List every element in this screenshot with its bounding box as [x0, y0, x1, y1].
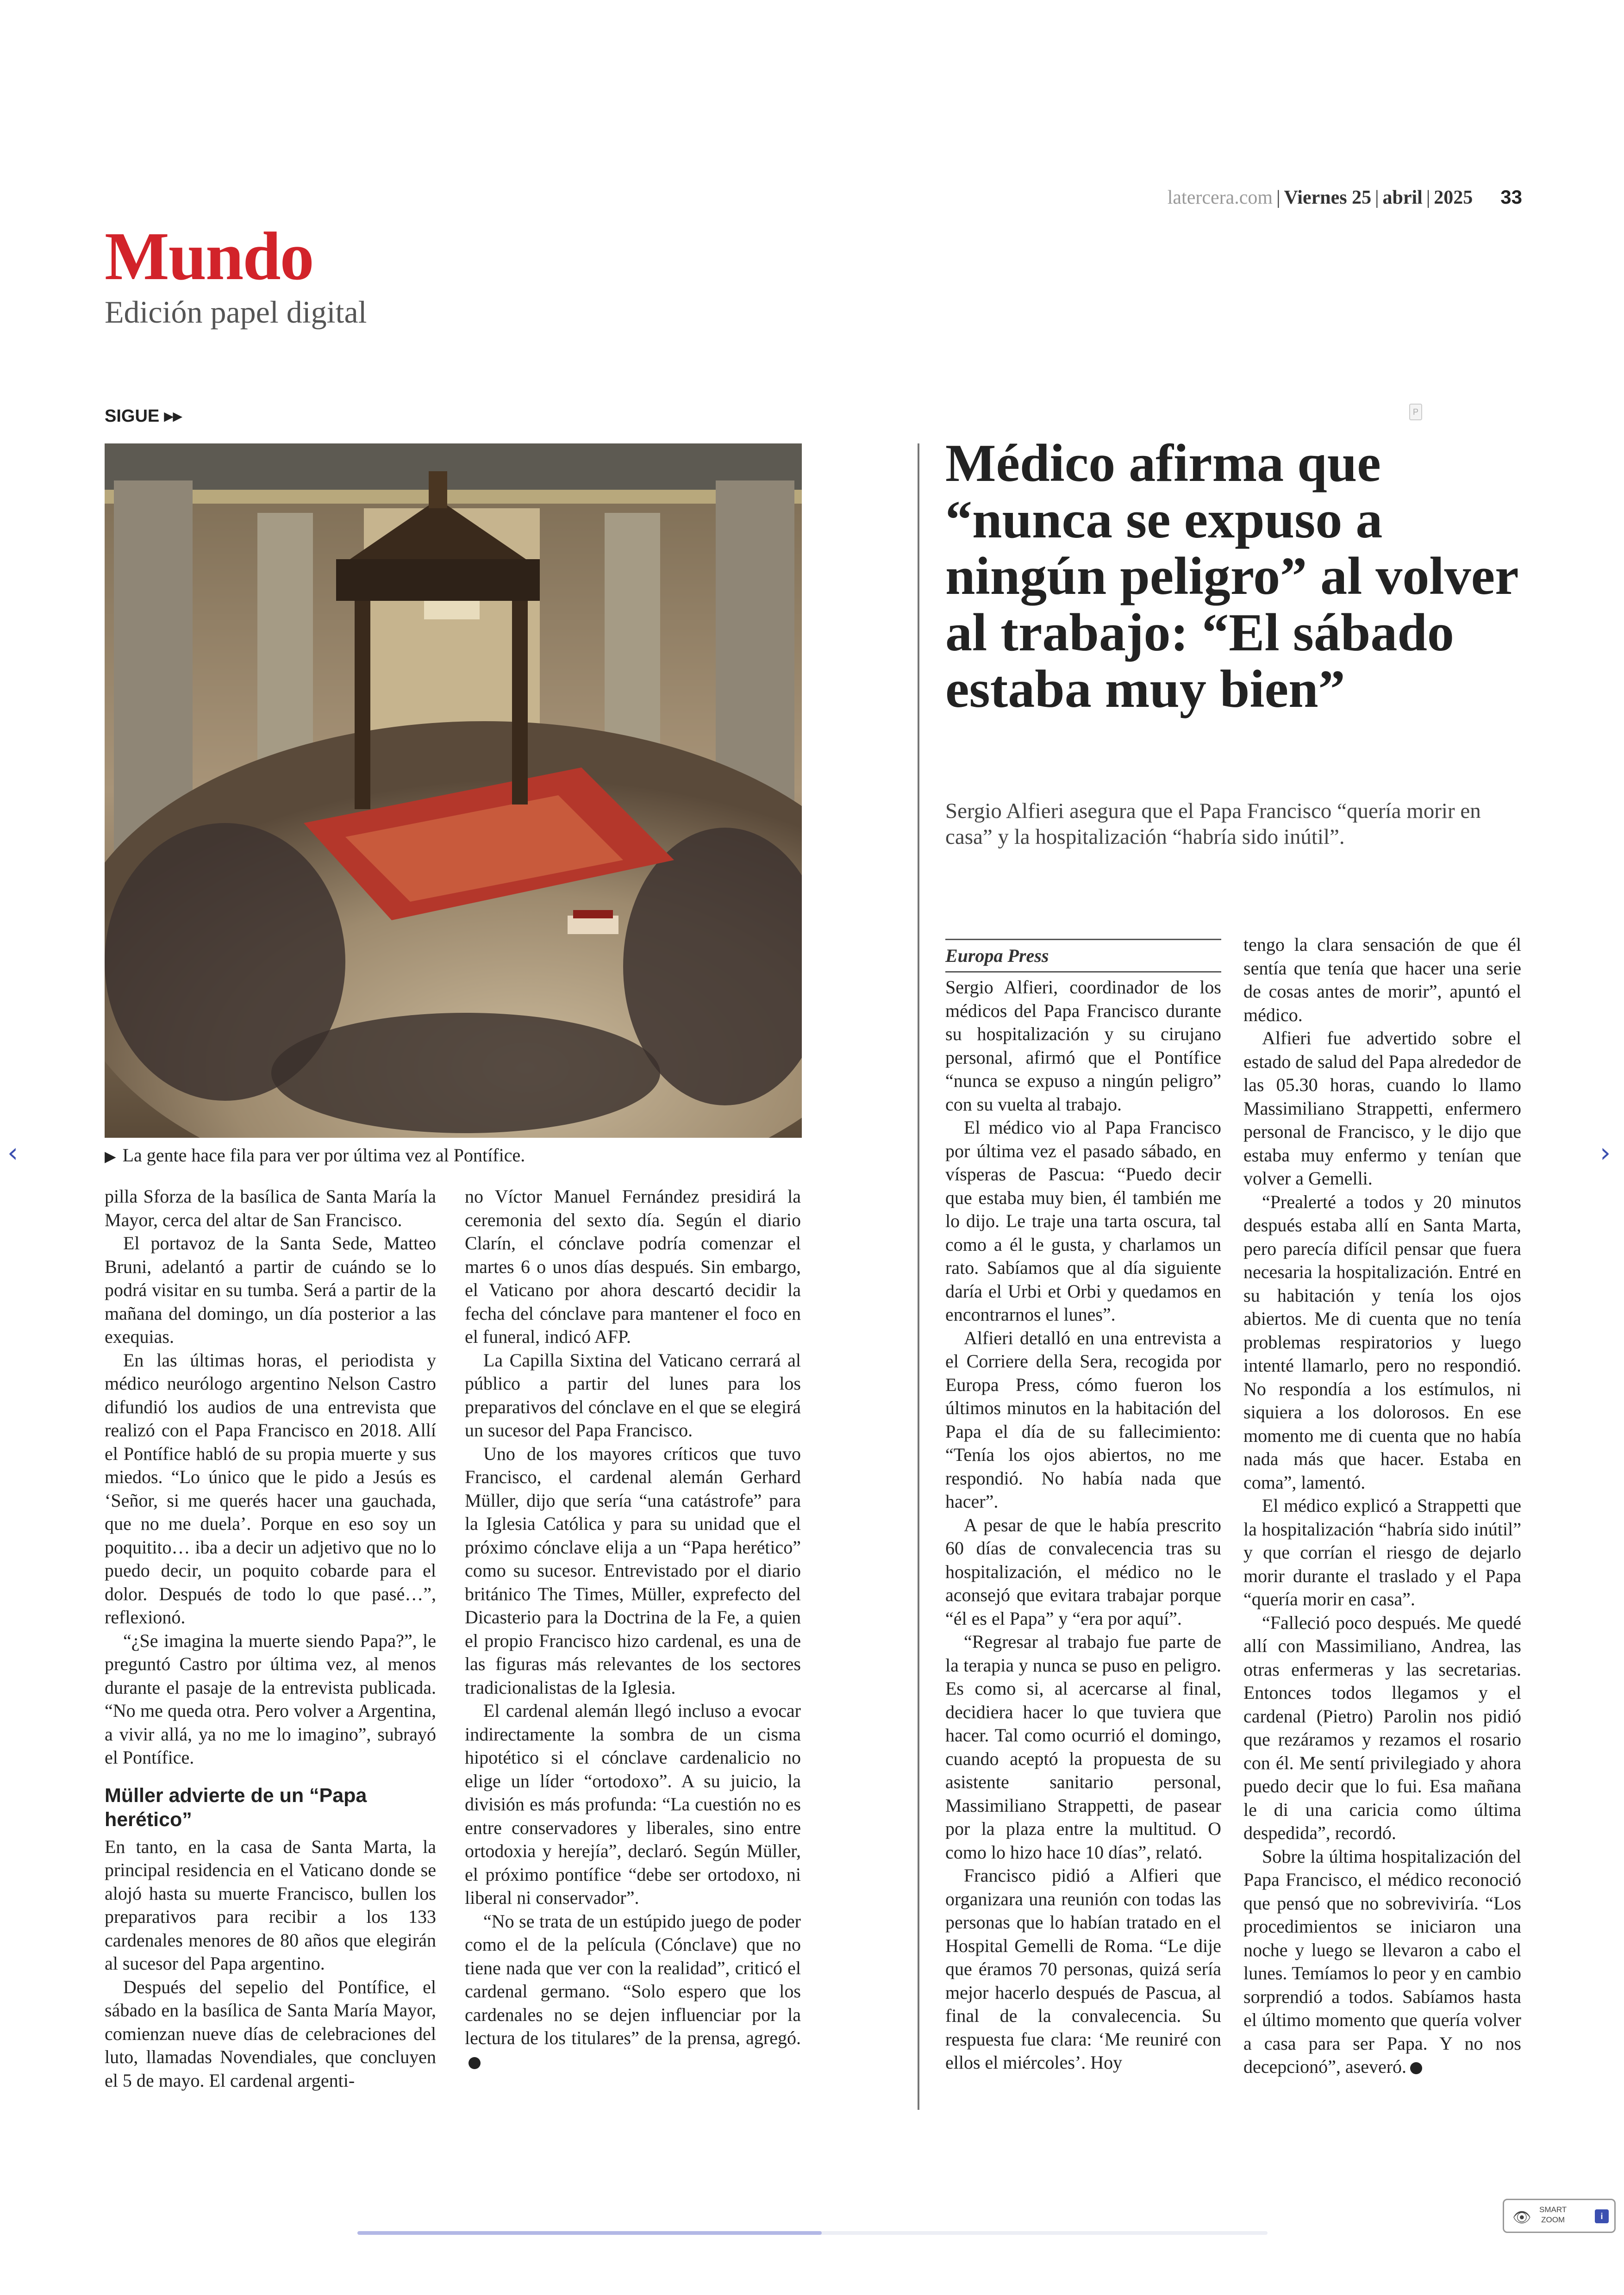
issue-year: 2025: [1434, 187, 1473, 208]
paragraph: “Falleció poco después. Me quedé allí con Massimiliano, Andrea, las otras enfermeras y las secretarias. Entonces todos llegamos y el cardenal (Pietro) Parolin nos pidió que rezáramos y rezamos el rosario con él. Me sentí privilegiado y ahora puedo decir que lo fui. Esa mañana le di una caricia como última despedida”, recordó.: [1243, 1612, 1521, 1843]
article-column-4: [1243, 933, 1521, 2079]
eye-icon: 👁: [1512, 2209, 1531, 2226]
photo-caption: [105, 1144, 525, 1166]
ad-marker-icon: P: [1409, 404, 1422, 420]
paragraph-text: “No se trata de un estúpido juego de poder como el de la película (Cónclave) que no tiene nada que ver con la realidad”, criticó el cardenal germano. “Solo espero que los cardenales no se dejen influenciar por la lectura de los titulares” de la prensa, agregó.: [465, 1910, 801, 2048]
paragraph: pilla Sforza de la basílica de Santa María la Mayor, cerca del altar de San Francisco.: [105, 1186, 436, 1230]
smart-zoom-button[interactable]: [1503, 2199, 1616, 2233]
paragraph: Francisco pidió a Alfieri que organizara una reunión con todas las personas que lo habían tratado en el Hospital Gemelli de Roma. “Le dije que éramos 70 personas, quizá sería mejor hacerlo después de Pascua, al final de la convalecencia. Su respuesta fue clara: ‘Me reuniré con ellos el miércoles’. Hoy: [945, 1865, 1221, 2073]
paragraph: [1243, 1845, 1521, 2079]
smart-zoom-line2: ZOOM: [1541, 2215, 1565, 2224]
paragraph: Uno de los mayores críticos que tuvo Francisco, el cardenal alemán Gerhard Müller, dijo que sería “una catástrofe” para la Iglesia Católica y para su unidad que el próximo cónclave elija a un “Papa herético” como su sucesor. Entrevistado por el diario británico The Times, Müller, exprefecto del Dicasterio para la Doctrina de la Fe, a quien el propio Francisco hizo cardenal, es una de las figuras más relevantes de los sectores tradicionalistas de la Iglesia.: [465, 1443, 801, 1698]
paragraph: En las últimas horas, el periodista y médico neurólogo argentino Nelson Castro difundió los audios de una entrevista que realizó con el Papa Francisco en 2018. Allí el Pontífice habló de su propia muerte y sus miedos. “Lo único que le pido a Jesús es ‘Señor, si me querés hacer una gauchada, que no me duela’. Porque en eso soy un poquitito… iba a decir un adjetivo que no lo puedo decir, un poquito cobarde para el dolor. Después de todo lo que pasé…”, reflexionó.: [105, 1349, 436, 1628]
paragraph: “Prealerté a todos y 20 minutos después estaba allí en Santa Marta, pero parecía difícil pensar que fuera necesaria la hospitalización. Entré en su habitación y tenía los ojos abiertos. Me di cuenta que no tenía problemas respiratorios y luego intenté llamarlo, pero no respondió. No respondía a los estímulos, ni siquiera a los dolorosos. En ese momento me di cuenta que no había nada más que hacer. Estaba en coma”, lamentó.: [1243, 1191, 1521, 1493]
issue-weekday: Viernes 25: [1284, 187, 1372, 208]
page-folio: latercera.com | Viernes 25 | abril | 2025 33: [1167, 186, 1522, 208]
page-number: 33: [1500, 186, 1522, 208]
paragraph: A pesar de que le había prescrito 60 días de convalecencia tras su hospitalización, el médico no le aconsejó que evitara trabajar porque “él es el Papa” y “era por aquí”.: [945, 1514, 1221, 1629]
paragraph: El médico vio al Papa Francisco por última vez el pasado sábado, en vísperas de Pascua: “Puedo decir que estaba muy bien, él también me lo dijo. Le traje una tarta oscura, tal como a él le gusta, y charlamos un rato. Sabíamos que al día siguiente daría el Urbi et Orbi y quedamos en encontrarnos el lunes”.: [945, 1117, 1221, 1325]
paragraph: La Capilla Sixtina del Vaticano cerrará al público a partir del lunes para los preparativos del cónclave en el que se elegirá un sucesor del Papa Francisco.: [465, 1349, 801, 1441]
basilica-photo: [105, 443, 802, 1138]
continued-label: SIGUE ▸▸: [105, 406, 182, 426]
next-page-icon[interactable]: ›: [1600, 1137, 1611, 1168]
paragraph: [465, 1910, 801, 2074]
paragraph: Sergio Alfieri, coordinador de los médicos del Papa Francisco durante su hospitalización y su cirujano personal, afirmó que el Pontífice “nunca se expuso a ningún peligro” con su vuelta al trabajo.: [945, 977, 1221, 1115]
paragraph: El médico explicó a Strappetti que la hospitalización “habría sido inútil” y que corrían el riesgo de dejarlo morir durante el traslado y el Papa “quería morir en casa”.: [1243, 1495, 1521, 1609]
issue-month: abril: [1382, 187, 1423, 208]
section-subtitle: Edición papel digital: [105, 294, 367, 330]
section-title: Mundo: [105, 218, 313, 294]
subheading: Müller advierte de un “Papa herético”: [105, 1784, 367, 1831]
smart-zoom-label: [1539, 2205, 1567, 2225]
article-byline: Europa Press: [945, 939, 1221, 973]
photo-caption-text: La gente hace fila para ver por última vez al Pontífice.: [122, 1145, 525, 1166]
article-deck: Sergio Alfieri asegura que el Papa Francisco “quería morir en casa” y la hospitalización “habría sido inútil”.: [945, 799, 1481, 849]
site-name: latercera.com: [1167, 187, 1273, 208]
paragraph: tengo la clara sensación de que él sentía que tenía que hacer una serie de cosas antes de morir”, apuntó el médico.: [1243, 934, 1521, 1025]
end-mark-icon: [1410, 2062, 1422, 2074]
column-divider: [918, 443, 919, 2110]
paragraph: En tanto, en la casa de Santa Marta, la principal residencia en el Vaticano donde se alojó hasta su muerte Francisco, bullen los preparativos para recibir a los 133 cardenales menores de 80 años que elegirán al sucesor del Papa argentino.: [105, 1836, 436, 1974]
paragraph: El cardenal alemán llegó incluso a evocar indirectamente la sombra de un cisma hipotético si el cónclave cardenalicio no elige un líder “ortodoxo”. A su juicio, la división es más profunda: “La cuestión no es entre conservadores y liberales, sino entre ortodoxia y herejía”, declaró. Según Müller, el próximo pontífice “debe ser ortodoxo, ni liberal ni conservador”.: [465, 1700, 801, 1908]
paragraph: Alfieri fue advertido sobre el estado de salud del Papa alrededor de las 05.30 horas, cuando lo llamo Massimiliano Strappetti, enfermero personal de Francisco, y le dijo que estaba muy enfermo y tenían que volver a Gemelli.: [1243, 1028, 1521, 1189]
paragraph: Alfieri detalló en una entrevista a el Corriere della Sera, recogida por Europa Press, cómo fueron los últimos minutos en la habitación del Papa el día de su fallecimiento: “Tenía los ojos abiertos, no me respondió. No había nada que hacer”.: [945, 1327, 1221, 1512]
article-column-3: [945, 976, 1221, 2075]
prev-page-icon[interactable]: ‹: [7, 1137, 19, 1168]
paragraph: “Regresar al trabajo fue parte de la terapia y nunca se puso en peligro. Es como si, al acercarse al final, decidiera hacer lo que tuviera que hacer. Tal como ocurrió el domingo, cuando aceptó la propuesta de su asistente sanitario personal, Massimiliano Strappetti, de pasear por la plaza entre la multitud. O como lo hizo hace 10 días”, relató.: [945, 1631, 1221, 1863]
paragraph: Después del sepelio del Pontífice, el sábado en la basílica de Santa María Mayor, comienzan nueve días de celebraciones del luto, llamadas Novendiales, que concluyen el 5 de mayo. El cardenal argenti-: [105, 1976, 436, 2091]
page-progress-fill: [357, 2231, 822, 2235]
paragraph: no Víctor Manuel Fernández presidirá la ceremonia del sexto día. Según el diario Clarín, el cónclave podría comenzar el martes 6 o unos días después. Sin embargo, el Vaticano por ahora descartó decidir la fecha del cónclave para mantener el foco en el funeral, indicó AFP.: [465, 1186, 801, 1347]
paragraph-text: Sobre la última hospitalización del Papa Francisco, el médico reconoció que pensó que no sobreviviría. “Los procedimientos se iniciaron una noche y luego se llevaron a cabo el lunes. Temíamos lo peor y en cambio sorprendió a todos. Sabíamos hasta el último momento que quería volver a casa para ser Papa. Y no nos decepcionó”, aseveró.: [1243, 1846, 1521, 2077]
paragraph: “¿Se imagina la muerte siendo Papa?”, le preguntó Castro por última vez, al menos durante el pasaje de la entrevista publicada. “No me queda otra. Pero volver a Argentina, a vivir allá, ya no me lo imagino”, subrayó el Pontífice.: [105, 1630, 436, 1768]
left-story-column-2: [465, 1185, 801, 2073]
end-mark-icon: [468, 2057, 481, 2069]
info-badge-icon: i: [1595, 2209, 1609, 2223]
article-headline: Médico afirma que “nunca se expuso a ningún peligro” al volver al trabajo: “El sábado estaba muy bien”: [945, 434, 1518, 719]
caption-triangle-icon: ▶: [105, 1148, 116, 1165]
smart-zoom-line1: SMART: [1539, 2205, 1567, 2214]
left-story-column-1: [105, 1185, 436, 2092]
paragraph: El portavoz de la Santa Sede, Matteo Bruni, adelantó a partir de cuándo se lo podrá visitar en su tumba. Será a partir de la mañana del domingo, un día posterior a las exequias.: [105, 1233, 436, 1347]
